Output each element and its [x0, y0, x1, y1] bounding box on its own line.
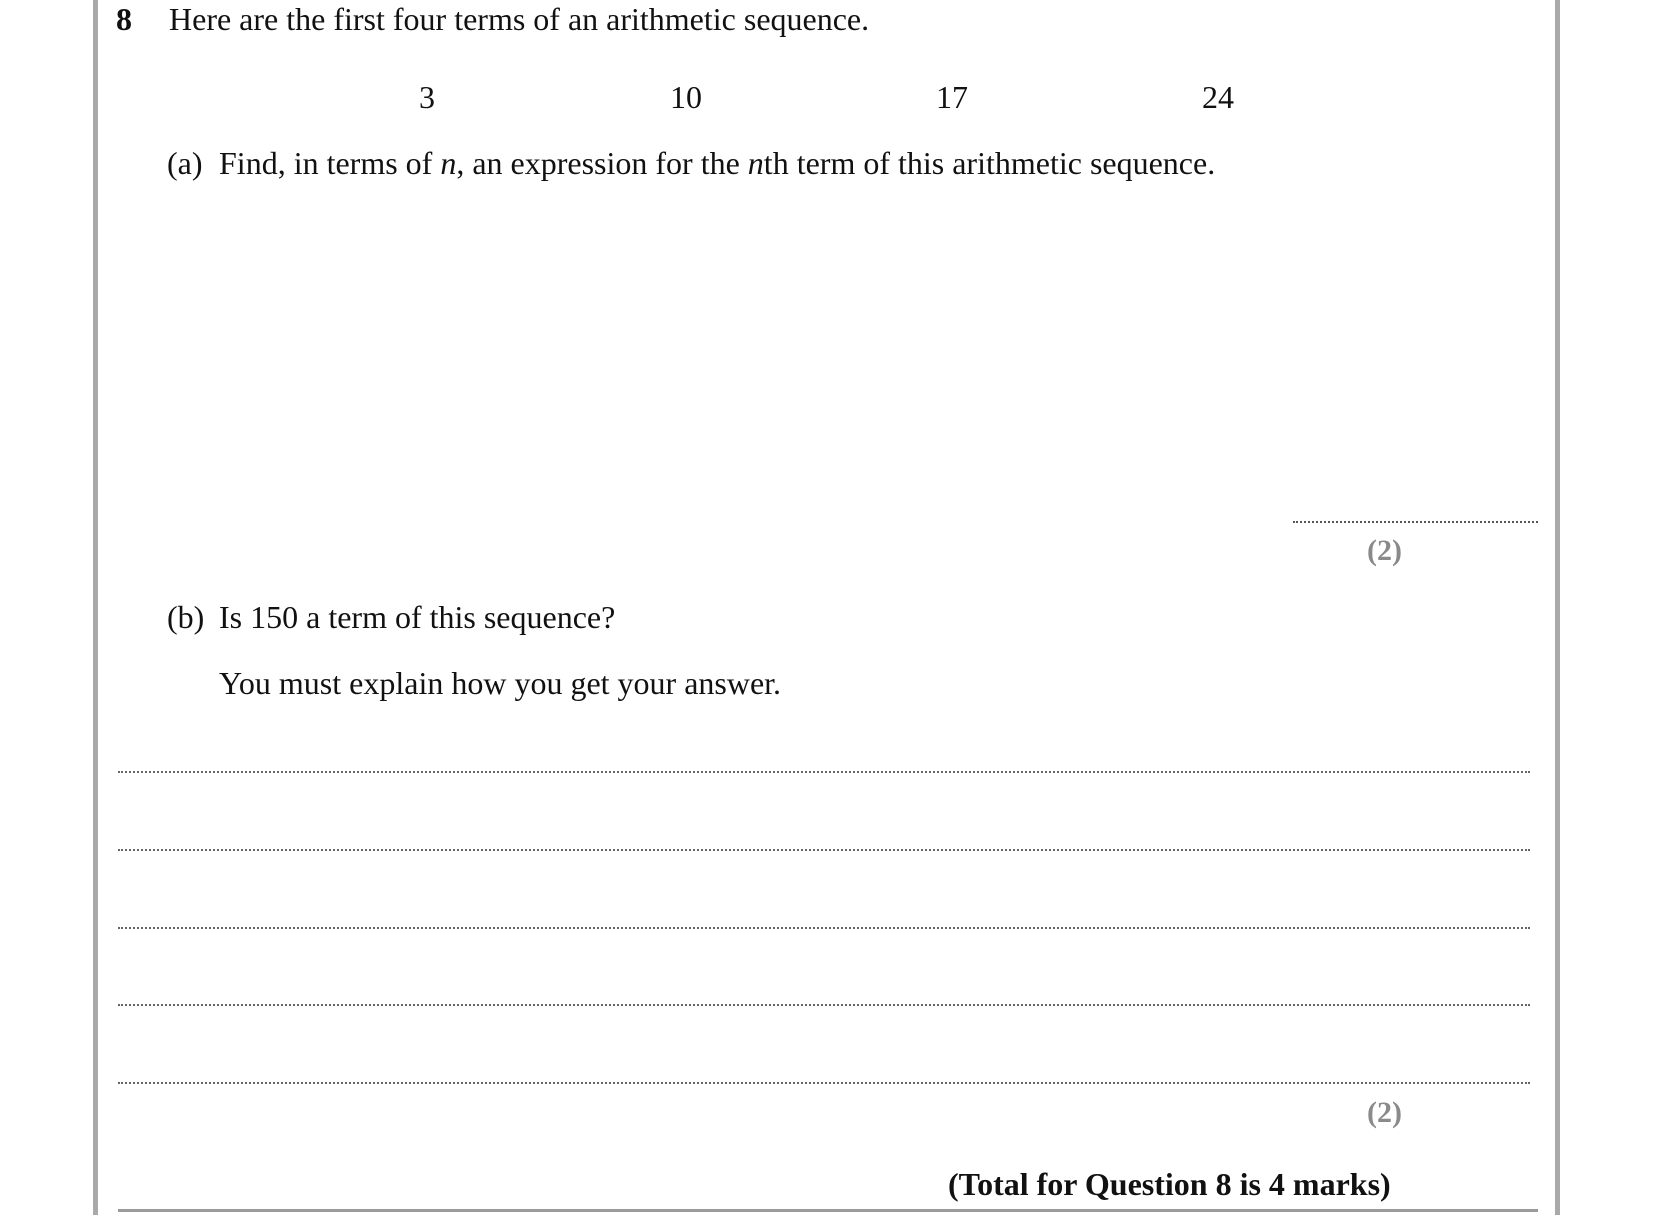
- page-border-left: [93, 0, 98, 1215]
- part-b-question: Is 150 a term of this sequence?: [219, 599, 616, 635]
- part-a-text-3: th term of this arithmetic sequence.: [763, 145, 1216, 181]
- part-b-instruction: You must explain how you get your answer.: [219, 665, 782, 701]
- page-border-right: [1555, 0, 1560, 1215]
- sequence-term-1: 3: [419, 79, 435, 115]
- part-a-variable-n-2: n: [747, 145, 764, 181]
- part-a-marks: (2): [1367, 534, 1402, 567]
- part-b-answer-line-5[interactable]: [118, 1082, 1530, 1084]
- part-a-text-2: , an expression for the: [456, 145, 748, 181]
- sequence-term-2: 10: [670, 79, 702, 115]
- part-a-variable-n: n: [440, 145, 457, 181]
- part-b-answer-line-3[interactable]: [118, 927, 1530, 929]
- part-a-text-1: Find, in terms of: [219, 145, 441, 181]
- sequence-term-3: 17: [936, 79, 968, 115]
- bottom-rule: [118, 1209, 1538, 1212]
- total-marks: (Total for Question 8 is 4 marks): [948, 1166, 1391, 1202]
- part-a-answer-line[interactable]: [1293, 521, 1538, 523]
- part-b-answer-line-4[interactable]: [118, 1004, 1530, 1006]
- question-number: 8: [116, 1, 132, 37]
- question-stem: Here are the first four terms of an arithmetic sequence.: [169, 1, 870, 37]
- part-b-marks: (2): [1367, 1096, 1402, 1129]
- part-b-label: (b): [167, 599, 205, 635]
- part-b-answer-line-2[interactable]: [118, 849, 1530, 851]
- part-b-answer-line-1[interactable]: [118, 771, 1530, 773]
- part-a-label: (a): [167, 145, 203, 181]
- part-a-question: [219, 147, 1215, 179]
- sequence-term-4: 24: [1202, 79, 1234, 115]
